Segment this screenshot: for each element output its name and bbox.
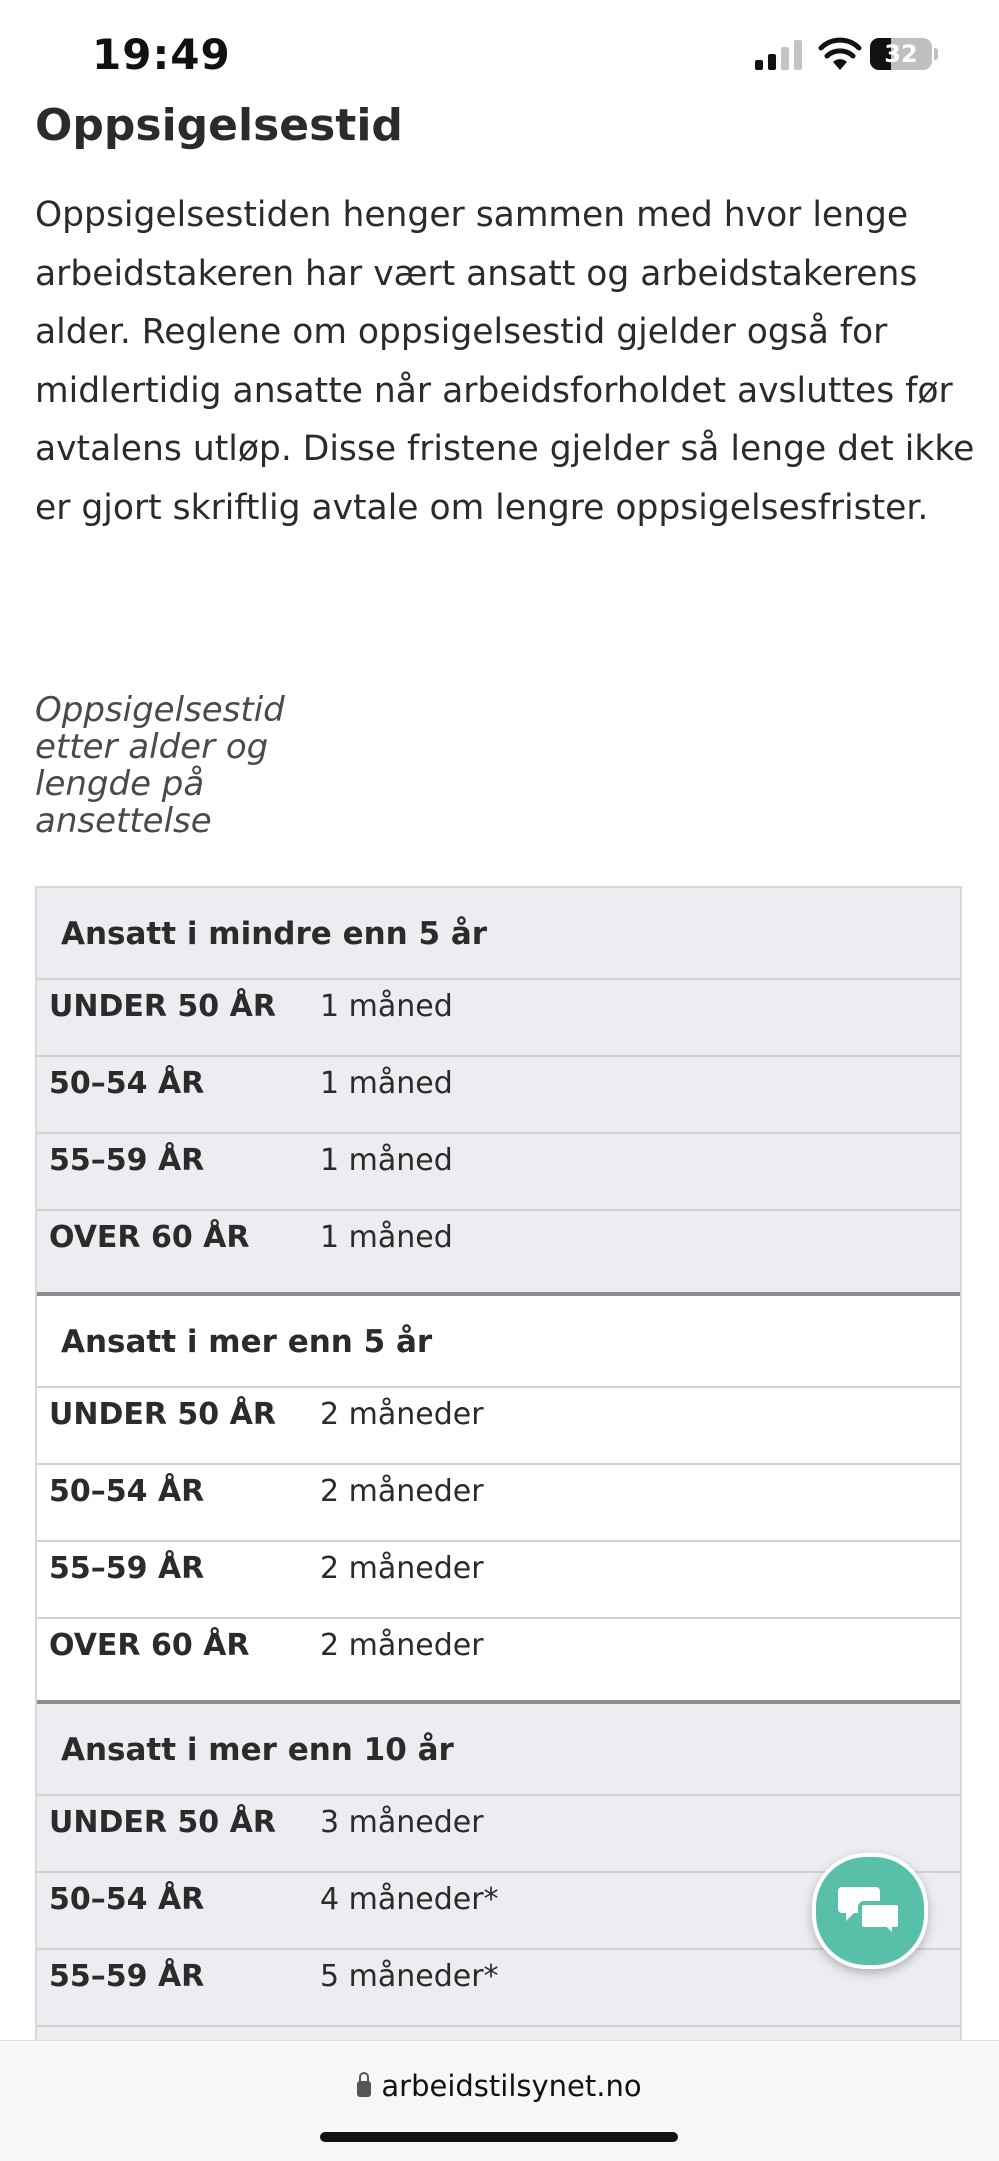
group-header: Ansatt i mer enn 10 år	[37, 1704, 960, 1796]
age-cell: UNDER 50 ÅR	[49, 1805, 276, 1840]
period-cell: 2 måneder	[320, 1397, 484, 1432]
lock-icon	[357, 2081, 371, 2097]
group-header: Ansatt i mer enn 5 år	[37, 1296, 960, 1388]
age-cell: UNDER 50 ÅR	[49, 989, 276, 1024]
table-row	[37, 1057, 960, 1134]
age-cell: 50–54 ÅR	[49, 1474, 205, 1509]
browser-url-bar[interactable]	[0, 2040, 999, 2161]
chat-button[interactable]	[812, 1853, 928, 1969]
period-cell: 2 måneder	[320, 1628, 484, 1663]
chat-bubbles-icon	[838, 1883, 902, 1939]
address-field[interactable]	[0, 2069, 999, 2103]
status-time: 19:49	[92, 30, 231, 79]
age-cell: 50–54 ÅR	[49, 1066, 205, 1101]
age-cell: 55–59 ÅR	[49, 1143, 205, 1178]
period-cell: 2 måneder	[320, 1474, 484, 1509]
wifi-icon	[818, 36, 862, 72]
table-group-under-5-years	[37, 888, 960, 1292]
home-indicator[interactable]	[320, 2132, 678, 2142]
period-cell: 4 måneder*	[320, 1882, 499, 1917]
period-cell: 2 måneder	[320, 1551, 484, 1586]
battery-icon	[870, 38, 932, 70]
table-row	[37, 1134, 960, 1211]
table-row	[37, 1388, 960, 1465]
table-row	[37, 1950, 960, 2027]
period-cell: 3 måneder	[320, 1805, 484, 1840]
period-cell: 5 måneder*	[320, 1959, 499, 1994]
table-caption: Oppsigelsestid etter alder og lengde på ansettelse	[35, 690, 285, 841]
page-title: Oppsigelsestid	[35, 100, 403, 151]
table-row	[37, 980, 960, 1057]
age-cell: 55–59 ÅR	[49, 1959, 205, 1994]
table-row	[37, 1465, 960, 1542]
table-row	[37, 1211, 960, 1292]
url-text: arbeidstilsynet.no	[381, 2069, 642, 2103]
period-cell: 1 måned	[320, 1143, 453, 1178]
age-cell: 50–54 ÅR	[49, 1882, 205, 1917]
signal-icon	[755, 40, 805, 70]
battery-tip	[934, 48, 938, 60]
period-cell: 1 måned	[320, 1066, 453, 1101]
battery-level: 32	[884, 40, 918, 68]
status-bar	[0, 0, 999, 110]
table-row	[37, 1796, 960, 1873]
table-row	[37, 1619, 960, 1700]
age-cell: OVER 60 ÅR	[49, 1220, 250, 1255]
age-cell: UNDER 50 ÅR	[49, 1397, 276, 1432]
age-cell: OVER 60 ÅR	[49, 1628, 250, 1663]
table-group-over-5-years	[37, 1292, 960, 1700]
table-row	[37, 1542, 960, 1619]
group-header: Ansatt i mindre enn 5 år	[37, 888, 960, 980]
period-cell: 1 måned	[320, 989, 453, 1024]
intro-paragraph: Oppsigelsestiden henger sammen med hvor lenge arbeidstakeren har vært ansatt og arbeidstakerens alder. Reglene om oppsigelsestid gjelder også for midlertidig ansatte når arbeidsforholdet avsluttes før avtalens utløp. Disse fristene gjelder så lenge det ikke er gjort skriftlig avtale om lengre oppsigelsesfrister.	[35, 195, 975, 528]
period-cell: 1 måned	[320, 1220, 453, 1255]
age-cell: 55–59 ÅR	[49, 1551, 205, 1586]
notice-period-table	[35, 886, 962, 2149]
